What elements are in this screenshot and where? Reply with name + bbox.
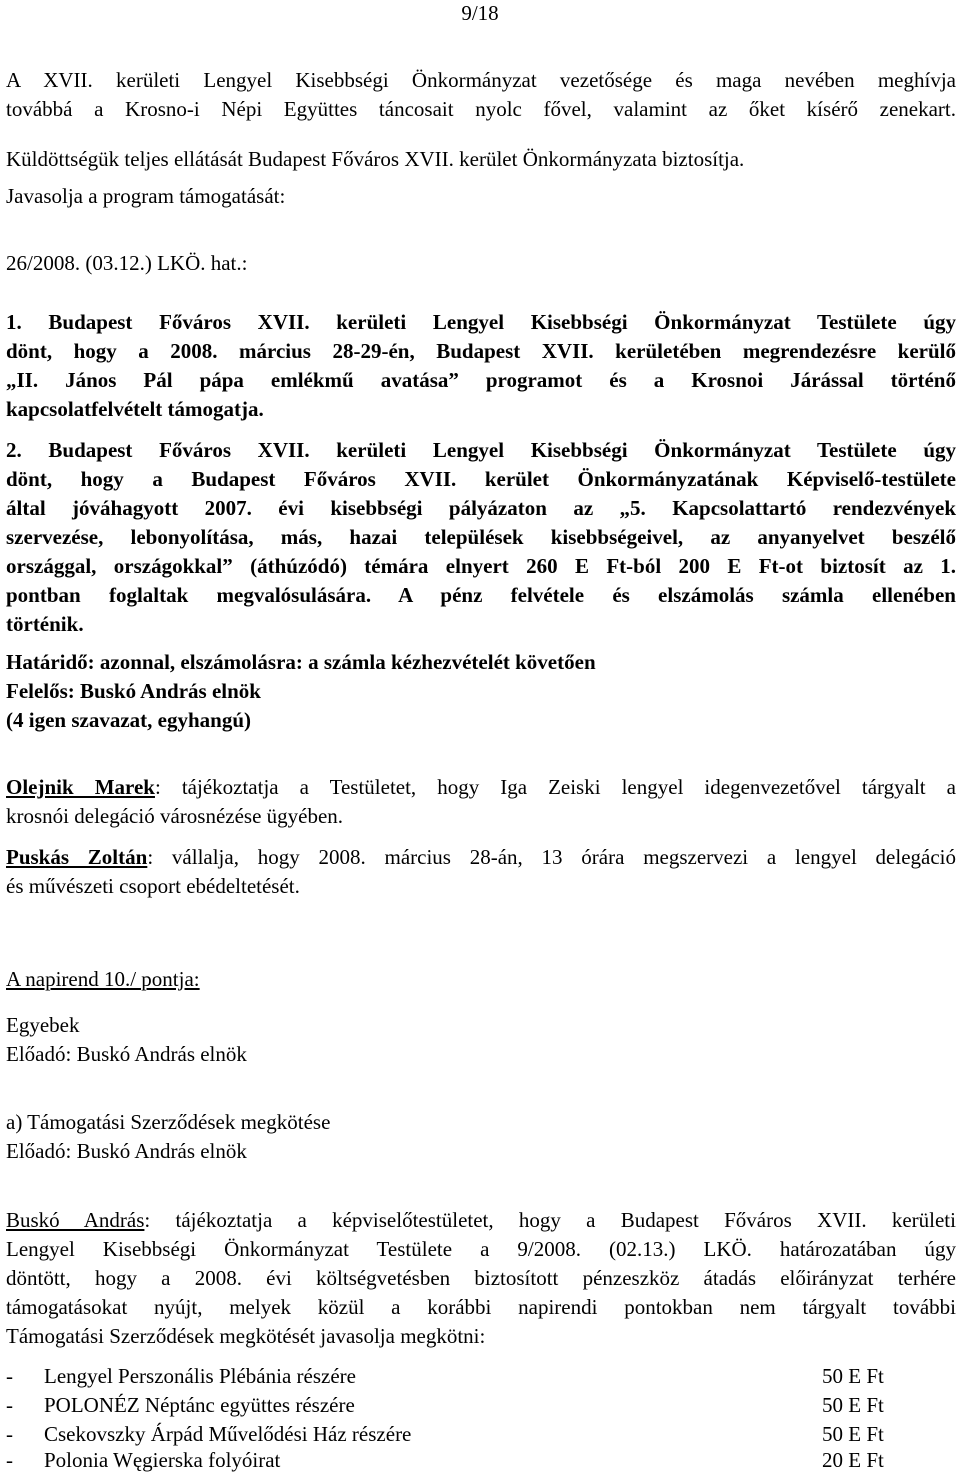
vote-result: (4 igen szavazat, egyhangú) [6, 708, 251, 732]
speaker-name: Buskó András [6, 1208, 145, 1232]
busko-statement-cont: döntött, hogy a 2008. évi költségvetésben biztosított pénzeszköz átadás előirányzat terhére [6, 1266, 956, 1290]
busko-statement-cont: Lengyel Kisebbségi Önkormányzat Testülete a 9/2008. (02.13.) LKÖ. határozatában úgy [6, 1237, 956, 1261]
resolution-2-line: 2. Budapest Főváros XVII. kerületi Lengyel Kisebbségi Önkormányzat Testülete úgy [6, 438, 956, 462]
grant-recipient: Polonia Węgierska folyóirat [44, 1448, 281, 1472]
page-number: 9/18 [461, 1, 499, 25]
speaker-name: Puskás Zoltán [6, 845, 148, 869]
olejnik-statement [6, 773, 956, 802]
responsible: Felelős: Buskó András elnök [6, 679, 261, 703]
list-dash: - [6, 1422, 13, 1446]
intro-line: A XVII. kerületi Lengyel Kisebbségi Önkormányzat vezetősége és maga nevében meghívja [6, 68, 956, 92]
list-dash: - [6, 1364, 13, 1388]
resolution-1-line: dönt, hogy a 2008. március 28-29-én, Budapest XVII. kerületében megrendezésre kerülő [6, 339, 956, 363]
resolution-2-line: által jóváhagyott 2007. évi kisebbségi pályázaton az „5. Kapcsolattartó rendezvények [6, 496, 956, 520]
grant-amount: 50 E Ft [822, 1422, 884, 1446]
puskas-statement-cont: és művészeti csoport ebédeltetését. [6, 874, 300, 898]
grant-recipient: POLONÉZ Néptánc együttes részére [44, 1393, 355, 1417]
agenda-heading: A napirend 10./ pontja: [6, 967, 200, 991]
intro-line: Küldöttségük teljes ellátását Budapest Főváros XVII. kerület Önkormányzata biztosítja. [6, 147, 745, 171]
resolution-2-line: dönt, hogy a Budapest Főváros XVII. kerület Önkormányzatának Képviselő-testülete [6, 467, 956, 491]
resolution-2-line: szervezése, lebonyolítása, más, hazai települések kisebbségeivel, az anyanyelvet beszélő [6, 525, 956, 549]
intro-line: továbbá a Krosno-i Népi Együttes táncosait nyolc fővel, valamint az őket kísérő zenekart. [6, 97, 956, 121]
puskas-statement [6, 843, 956, 872]
deadline: Határidő: azonnal, elszámolásra: a számla kézhezvételét követően [6, 650, 596, 674]
agenda-topic: Egyebek [6, 1013, 80, 1037]
resolution-2-line: történik. [6, 612, 84, 636]
resolution-1-line: kapcsolatfelvételt támogatja. [6, 397, 264, 421]
resolution-2-line: pontban foglaltak megvalósulására. A pénz felvétele és elszámolás számla ellenében [6, 583, 956, 607]
busko-statement [6, 1206, 956, 1235]
resolution-number: 26/2008. (03.12.) LKÖ. hat.: [6, 251, 248, 275]
resolution-1-line: „II. János Pál pápa emlékmű avatása” programot és a Krosnoi Járással történő [6, 368, 956, 392]
list-dash: - [6, 1448, 13, 1472]
agenda-presenter: Előadó: Buskó András elnök [6, 1042, 247, 1066]
intro-line: Javasolja a program támogatását: [6, 184, 286, 208]
list-dash: - [6, 1393, 13, 1417]
olejnik-statement-cont: krosnói delegáció városnézése ügyében. [6, 804, 344, 828]
statement-text: : tájékoztatja a Testületet, hogy Iga Zeiski lengyel idegenvezetővel tárgyalt a [154, 775, 956, 799]
busko-statement-cont: támogatásokat nyújt, melyek közül a korábbi napirendi pontokban nem tárgyalt további [6, 1295, 956, 1319]
busko-statement-cont: Támogatási Szerződések megkötését javasolja megkötni: [6, 1324, 486, 1348]
grant-amount: 20 E Ft [822, 1448, 884, 1472]
agenda-subitem-presenter: Előadó: Buskó András elnök [6, 1139, 247, 1163]
statement-text: : tájékoztatja a képviselőtestületet, hogy a Budapest Főváros XVII. kerületi [144, 1208, 956, 1232]
grant-amount: 50 E Ft [822, 1364, 884, 1388]
grant-amount: 50 E Ft [822, 1393, 884, 1417]
statement-text: : vállalja, hogy 2008. március 28-án, 13 órára megszervezi a lengyel delegáció [147, 845, 957, 869]
speaker-name: Olejnik Marek [6, 775, 155, 799]
resolution-2-line: országgal, országokkal” (áthúzódó) témára elnyert 260 E Ft-ból 200 E Ft-ot biztosít az 1. [6, 554, 956, 578]
grant-recipient: Lengyel Perszonális Plébánia részére [44, 1364, 356, 1388]
grant-recipient: Csekovszky Árpád Művelődési Ház részére [44, 1422, 412, 1446]
agenda-subitem: a) Támogatási Szerződések megkötése [6, 1110, 331, 1134]
resolution-1-line: 1. Budapest Főváros XVII. kerületi Lengyel Kisebbségi Önkormányzat Testülete úgy [6, 310, 956, 334]
